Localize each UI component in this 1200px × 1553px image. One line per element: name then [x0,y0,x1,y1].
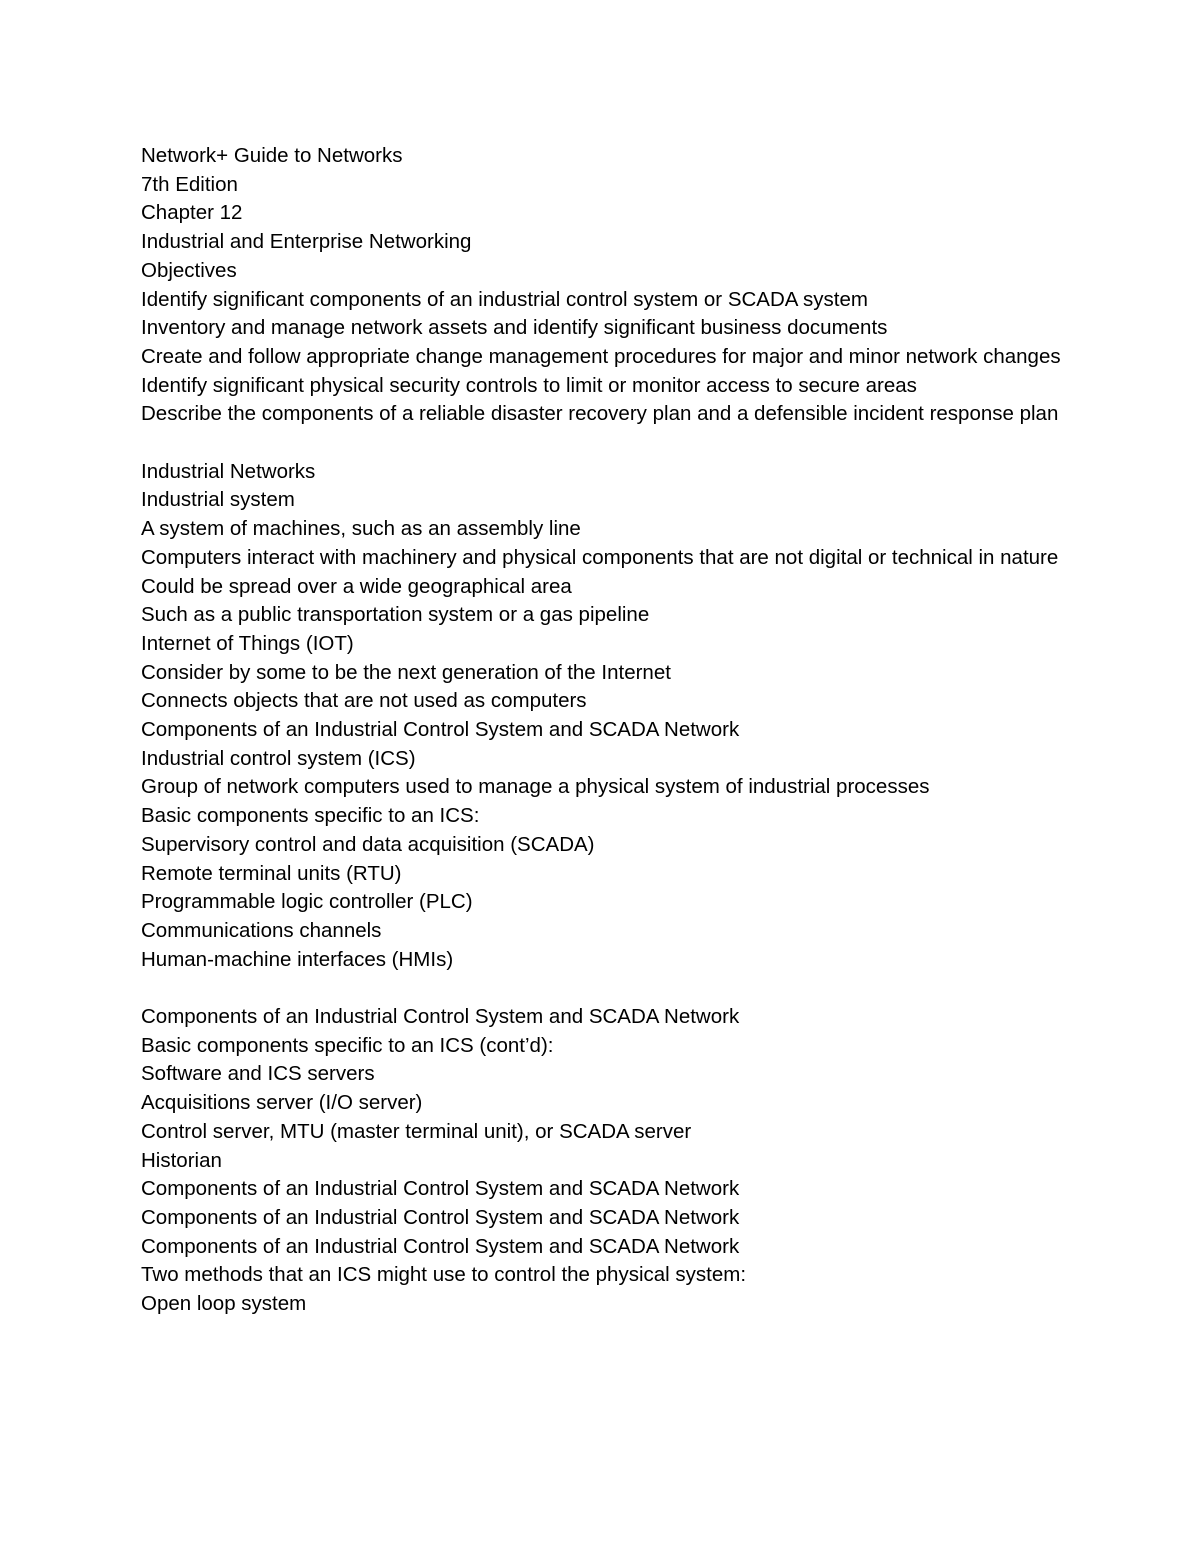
text-line: Open loop system [141,1292,307,1316]
text-line: Human-machine interfaces (HMIs) [141,947,454,971]
text-line: Remote terminal units (RTU) [141,861,402,885]
text-line: Group of network computers used to manage a physical system of industrial processes [141,775,930,799]
text-line: Components of an Industrial Control System and SCADA Network [141,718,740,742]
text-line: Basic components specific to an ICS: [141,804,480,828]
text-line: Consider by some to be the next generation of the Internet [141,660,671,684]
text-line: Could be spread over a wide geographical area [141,574,572,598]
objective-item: Identify significant components of an industrial control system or SCADA system [141,287,868,311]
chapter-label: Chapter 12 [141,201,243,225]
text-line: Internet of Things (IOT) [141,631,354,655]
text-line: Basic components specific to an ICS (cont’d): [141,1033,554,1057]
objective-item: Inventory and manage network assets and identify significant business documents [141,316,888,340]
text-line: A system of machines, such as an assembly line [141,517,581,541]
text-line: Computers interact with machinery and physical components that are not digital or technical in nature [141,545,1059,569]
chapter-title: Industrial and Enterprise Networking [141,230,472,254]
section-ics-components [141,1003,1061,1319]
text-line: Industrial control system (ICS) [141,746,416,770]
document-title: Network+ Guide to Networks [141,144,403,167]
text-line: Two methods that an ICS might use to control the physical system: [141,1263,747,1287]
text-line: Historian [141,1148,222,1172]
text-line: Software and ICS servers [141,1062,375,1086]
text-line: Industrial Networks [141,459,316,483]
text-line: Components of an Industrial Control System and SCADA Network [141,1177,740,1201]
section-objectives [141,142,1061,429]
objective-item: Identify significant physical security controls to limit or monitor access to secure areas [141,373,917,397]
section-industrial-networks [141,458,1061,975]
text-line: Components of an Industrial Control System and SCADA Network [141,1205,740,1229]
text-line: Components of an Industrial Control System and SCADA Network [141,1005,740,1029]
text-line: Industrial system [141,488,295,512]
paragraph-spacer [141,429,1061,458]
text-line: Supervisory control and data acquisition (SCADA) [141,832,595,856]
text-line: Connects objects that are not used as computers [141,689,587,713]
edition-label: 7th Edition [141,172,238,196]
objective-item: Create and follow appropriate change management procedures for major and minor network changes [141,344,1061,368]
paragraph-spacer [141,974,1061,1003]
text-line: Control server, MTU (master terminal unit), or SCADA server [141,1119,692,1143]
text-line: Programmable logic controller (PLC) [141,890,473,914]
objectives-heading: Objectives [141,258,237,282]
text-line: Components of an Industrial Control System and SCADA Network [141,1234,740,1258]
text-line: Acquisitions server (I/O server) [141,1091,423,1115]
document-body [141,142,1061,1319]
objective-item: Describe the components of a reliable disaster recovery plan and a defensible incident response plan [141,402,1059,426]
text-line: Communications channels [141,918,382,942]
text-line: Such as a public transportation system or a gas pipeline [141,603,650,627]
